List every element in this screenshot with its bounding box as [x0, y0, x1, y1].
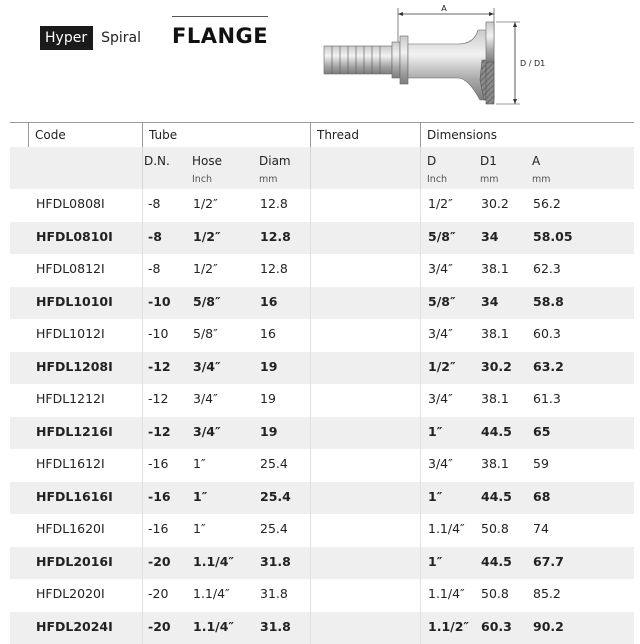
- cell-hose: 1″: [193, 482, 207, 515]
- table-row: [10, 189, 634, 222]
- row-divider: [310, 254, 311, 287]
- row-divider: [420, 384, 421, 417]
- table-row: [10, 319, 634, 352]
- cell-hose: 1/2″: [193, 189, 218, 222]
- row-divider: [142, 547, 143, 580]
- cell-hose: 1/2″: [193, 254, 218, 287]
- cell-d1: 30.2: [481, 189, 509, 222]
- row-divider: [420, 514, 421, 547]
- sub-divider: [310, 147, 311, 189]
- cell-diam: 16: [260, 319, 276, 352]
- cell-code: HFDL1612I: [36, 449, 105, 482]
- cell-diam: 31.8: [260, 579, 288, 612]
- brand-spiral: Spiral: [101, 30, 141, 46]
- cell-d1: 38.1: [481, 384, 509, 417]
- cell-diam: 12.8: [260, 222, 291, 255]
- cell-d1: 38.1: [481, 254, 509, 287]
- cell-diam: 16: [260, 287, 277, 320]
- cell-thread-d: 1/2″: [428, 189, 453, 222]
- row-divider: [420, 612, 421, 644]
- row-divider: [310, 319, 311, 352]
- table-body: [10, 189, 634, 644]
- cell-dn: -8: [148, 222, 162, 255]
- cell-dn: -20: [148, 579, 168, 612]
- row-divider: [310, 189, 311, 222]
- row-divider: [310, 514, 311, 547]
- dimension-a-label: A: [441, 4, 447, 13]
- row-divider: [310, 222, 311, 255]
- cell-thread-d: 1.1/4″: [428, 514, 465, 547]
- cell-a: 65: [533, 417, 550, 450]
- cell-a: 67.7: [533, 547, 564, 580]
- row-divider: [420, 319, 421, 352]
- cell-diam: 19: [260, 384, 276, 417]
- row-divider: [310, 579, 311, 612]
- cell-hose: 1″: [193, 449, 206, 482]
- row-divider: [310, 287, 311, 320]
- row-divider: [142, 222, 143, 255]
- cell-code: HFDL2020I: [36, 579, 105, 612]
- dimension-d-label: D / D1: [520, 59, 545, 68]
- cell-d1: 50.8: [481, 514, 509, 547]
- row-divider: [142, 352, 143, 385]
- cell-dn: -16: [148, 482, 171, 515]
- table-row: [10, 254, 634, 287]
- row-divider: [310, 352, 311, 385]
- row-divider: [142, 579, 143, 612]
- cell-thread-d: 3/4″: [428, 254, 453, 287]
- cell-thread-d: 1.1/4″: [428, 579, 465, 612]
- cell-hose: 1/2″: [193, 222, 221, 255]
- cell-code: HFDL1616I: [36, 482, 113, 515]
- cell-thread-d: 1″: [428, 417, 442, 450]
- row-divider: [420, 449, 421, 482]
- cell-dn: -10: [148, 319, 168, 352]
- cell-code: HFDL0810I: [36, 222, 113, 255]
- unit-diam: mm: [259, 174, 278, 185]
- row-divider: [420, 579, 421, 612]
- cell-d1: 38.1: [481, 319, 509, 352]
- row-divider: [420, 482, 421, 515]
- cell-thread-d: 1/2″: [428, 352, 456, 385]
- cell-dn: -16: [148, 514, 168, 547]
- cell-a: 56.2: [533, 189, 561, 222]
- subheader-a: A: [532, 154, 540, 168]
- cell-code: HFDL2016I: [36, 547, 113, 580]
- cell-diam: 25.4: [260, 514, 288, 547]
- row-divider: [142, 612, 143, 644]
- table-sub-header: [10, 147, 634, 189]
- cell-a: 74: [533, 514, 549, 547]
- cell-d1: 34: [481, 222, 498, 255]
- cell-code: HFDL0812I: [36, 254, 105, 287]
- cell-dn: -8: [148, 254, 160, 287]
- cell-code: HFDL1208I: [36, 352, 113, 385]
- cell-thread-d: 5/8″: [428, 222, 456, 255]
- cell-thread-d: 1.1/2″: [428, 612, 469, 644]
- subheader-dn: D.N.: [144, 154, 170, 168]
- cell-thread-d: 3/4″: [428, 449, 453, 482]
- cell-d1: 50.8: [481, 579, 509, 612]
- row-divider: [142, 514, 143, 547]
- cell-a: 58.8: [533, 287, 564, 320]
- cell-diam: 19: [260, 417, 277, 450]
- row-divider: [142, 254, 143, 287]
- cell-thread-d: 3/4″: [428, 319, 453, 352]
- cell-d1: 38.1: [481, 449, 509, 482]
- brand-hyper: Hyper: [40, 26, 93, 50]
- row-divider: [420, 287, 421, 320]
- cell-thread-d: 5/8″: [428, 287, 456, 320]
- row-divider: [420, 222, 421, 255]
- row-divider: [310, 417, 311, 450]
- row-divider: [310, 384, 311, 417]
- page-title: FLANGE: [172, 24, 268, 48]
- cell-d1: 60.3: [481, 612, 512, 644]
- row-divider: [310, 449, 311, 482]
- cell-diam: 12.8: [260, 254, 288, 287]
- cell-thread-d: 1″: [428, 482, 442, 515]
- cell-dn: -12: [148, 352, 171, 385]
- cell-hose: 3/4″: [193, 384, 218, 417]
- cell-dn: -10: [148, 287, 171, 320]
- cell-dn: -16: [148, 449, 168, 482]
- cell-diam: 31.8: [260, 612, 291, 644]
- table-row: [10, 547, 634, 580]
- cell-dn: -12: [148, 417, 171, 450]
- cell-a: 58.05: [533, 222, 573, 255]
- table-row: [10, 287, 634, 320]
- cell-a: 63.2: [533, 352, 564, 385]
- row-divider: [142, 449, 143, 482]
- row-divider: [142, 287, 143, 320]
- cell-hose: 1.1/4″: [193, 579, 230, 612]
- cell-diam: 25.4: [260, 482, 291, 515]
- header-tube: Tube: [142, 123, 305, 147]
- cell-d1: 30.2: [481, 352, 512, 385]
- header-code: Code: [28, 123, 135, 147]
- cell-code: HFDL1216I: [36, 417, 113, 450]
- cell-hose: 5/8″: [193, 319, 218, 352]
- cell-a: 90.2: [533, 612, 564, 644]
- row-divider: [142, 384, 143, 417]
- table-row: [10, 352, 634, 385]
- cell-diam: 25.4: [260, 449, 288, 482]
- cell-diam: 19: [260, 352, 277, 385]
- unit-hose: Inch: [192, 174, 212, 185]
- table-row: [10, 612, 634, 644]
- cell-code: HFDL1010I: [36, 287, 113, 320]
- cell-thread-d: 3/4″: [428, 384, 453, 417]
- subheader-diam: Diam: [259, 154, 291, 168]
- cell-d1: 44.5: [481, 547, 512, 580]
- cell-code: HFDL1212I: [36, 384, 105, 417]
- row-divider: [310, 482, 311, 515]
- row-divider: [420, 189, 421, 222]
- cell-hose: 3/4″: [193, 352, 221, 385]
- cell-diam: 12.8: [260, 189, 288, 222]
- cell-hose: 5/8″: [193, 287, 221, 320]
- cell-a: 59: [533, 449, 549, 482]
- cell-a: 85.2: [533, 579, 561, 612]
- row-divider: [142, 189, 143, 222]
- cell-d1: 44.5: [481, 482, 512, 515]
- cell-dn: -8: [148, 189, 160, 222]
- cell-d1: 34: [481, 287, 498, 320]
- cell-code: HFDL1620I: [36, 514, 105, 547]
- header-thread: Thread: [310, 123, 417, 147]
- table-row: [10, 222, 634, 255]
- header-dimensions: Dimensions: [420, 123, 627, 147]
- table-group-header: [10, 122, 634, 148]
- cell-thread-d: 1″: [428, 547, 442, 580]
- row-divider: [142, 417, 143, 450]
- cell-hose: 3/4″: [193, 417, 221, 450]
- brand-logo: [40, 26, 141, 50]
- title-rule: [172, 16, 268, 17]
- subheader-hose: Hose: [192, 154, 222, 168]
- cell-a: 61.3: [533, 384, 561, 417]
- row-divider: [420, 352, 421, 385]
- cell-a: 60.3: [533, 319, 561, 352]
- subheader-d1: D1: [480, 154, 497, 168]
- table-row: [10, 579, 634, 612]
- cell-code: HFDL2024I: [36, 612, 113, 644]
- cell-d1: 44.5: [481, 417, 512, 450]
- cell-dn: -20: [148, 547, 171, 580]
- table-row: [10, 449, 634, 482]
- cell-a: 68: [533, 482, 550, 515]
- cell-hose: 1″: [193, 514, 206, 547]
- sub-divider: [142, 147, 143, 189]
- flange-fitting-diagram: [318, 0, 558, 112]
- row-divider: [310, 547, 311, 580]
- cell-code: HFDL0808I: [36, 189, 105, 222]
- row-divider: [420, 417, 421, 450]
- unit-a: mm: [532, 174, 551, 185]
- cell-a: 62.3: [533, 254, 561, 287]
- row-divider: [420, 547, 421, 580]
- cell-code: HFDL1012I: [36, 319, 105, 352]
- unit-d1: mm: [480, 174, 499, 185]
- subheader-d: D: [427, 154, 436, 168]
- cell-hose: 1.1/4″: [193, 612, 234, 644]
- cell-diam: 31.8: [260, 547, 291, 580]
- cell-dn: -20: [148, 612, 171, 644]
- row-divider: [420, 254, 421, 287]
- row-divider: [310, 612, 311, 644]
- sub-divider: [420, 147, 421, 189]
- cell-hose: 1.1/4″: [193, 547, 234, 580]
- row-divider: [142, 482, 143, 515]
- cell-dn: -12: [148, 384, 168, 417]
- table-row: [10, 384, 634, 417]
- unit-d: Inch: [427, 174, 447, 185]
- table-row: [10, 417, 634, 450]
- row-divider: [142, 319, 143, 352]
- table-row: [10, 514, 634, 547]
- table-row: [10, 482, 634, 515]
